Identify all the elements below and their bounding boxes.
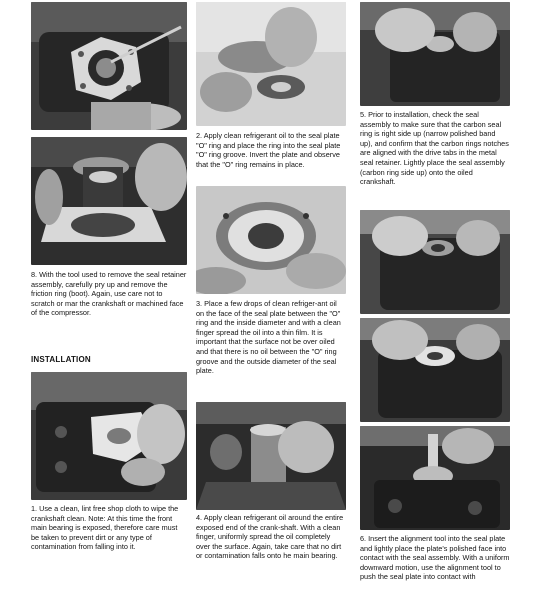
photo-seal-on-crankshaft bbox=[360, 210, 510, 314]
photo-seal-retainer-removal bbox=[31, 2, 187, 130]
photo-wipe-crankshaft bbox=[31, 372, 187, 500]
step-4-text: 4. Apply clean refrigerant oil around the entire exposed end of the crank-shaft. With a clean finger, uniformly spread the oil completely over the surface. Again, take care that no dirt or contamination falls onto he main bearing. bbox=[196, 513, 344, 561]
installation-heading: INSTALLATION bbox=[31, 355, 91, 364]
photo-oil-seal-plate bbox=[196, 186, 346, 294]
photo-friction-ring-removal bbox=[31, 137, 187, 265]
step-8-text: 8. With the tool used to remove the seal retainer assembly, carefully pry up and remove the friction ring (boot). Again, use care not to scratch or mar the crankshaft or machined face of the compressor. bbox=[31, 270, 187, 318]
photo-alignment-tool bbox=[360, 426, 510, 530]
step-3-text: 3. Place a few drops of clean refriger-ant oil on the face of the seal plate between the "O" ring and the inside diameter and with a clean finger spread the oil into a thin film. It is important that the surface not be over oiled and that there is no oil between the "O" ring groove and the outside diameter of the seal plate. bbox=[196, 299, 341, 376]
photo-oil-crankshaft bbox=[196, 402, 346, 510]
step-5-text: 5. Prior to installation, check the seal assembly to make sure that the carbon seal ring is right side up (narrow polished band up), and confirm that the carbon rings notches are aligned with the drive tabs in the metal seal retainer. Lightly place the seal assembly (carbon ring side up) onto the oiled crankshaft. bbox=[360, 110, 509, 187]
photo-seal-plate-oring bbox=[196, 2, 346, 126]
photo-seal-assembly-check bbox=[360, 2, 510, 106]
step-1-text: 1. Use a clean, lint free shop cloth to wipe the crankshaft clean. Note: At this time the front main bearing is exposed, therefore care must be taken to prevent dirt or any type of contamination from falling into it. bbox=[31, 504, 179, 552]
step-6-text: 6. Insert the alignment tool into the seal plate and lightly place the plate's polished face into contact with the seal assembly. With a uniform downward motion, use the alignment tool to push the seal plate into contact with bbox=[360, 534, 510, 582]
step-2-text: 2. Apply clean refrigerant oil to the seal plate "O" ring and place the ring into the seal plate "O" ring groove. Invert the plate and observe that the "O" ring remains in place. bbox=[196, 131, 341, 169]
photo-seal-plate-install bbox=[360, 318, 510, 422]
